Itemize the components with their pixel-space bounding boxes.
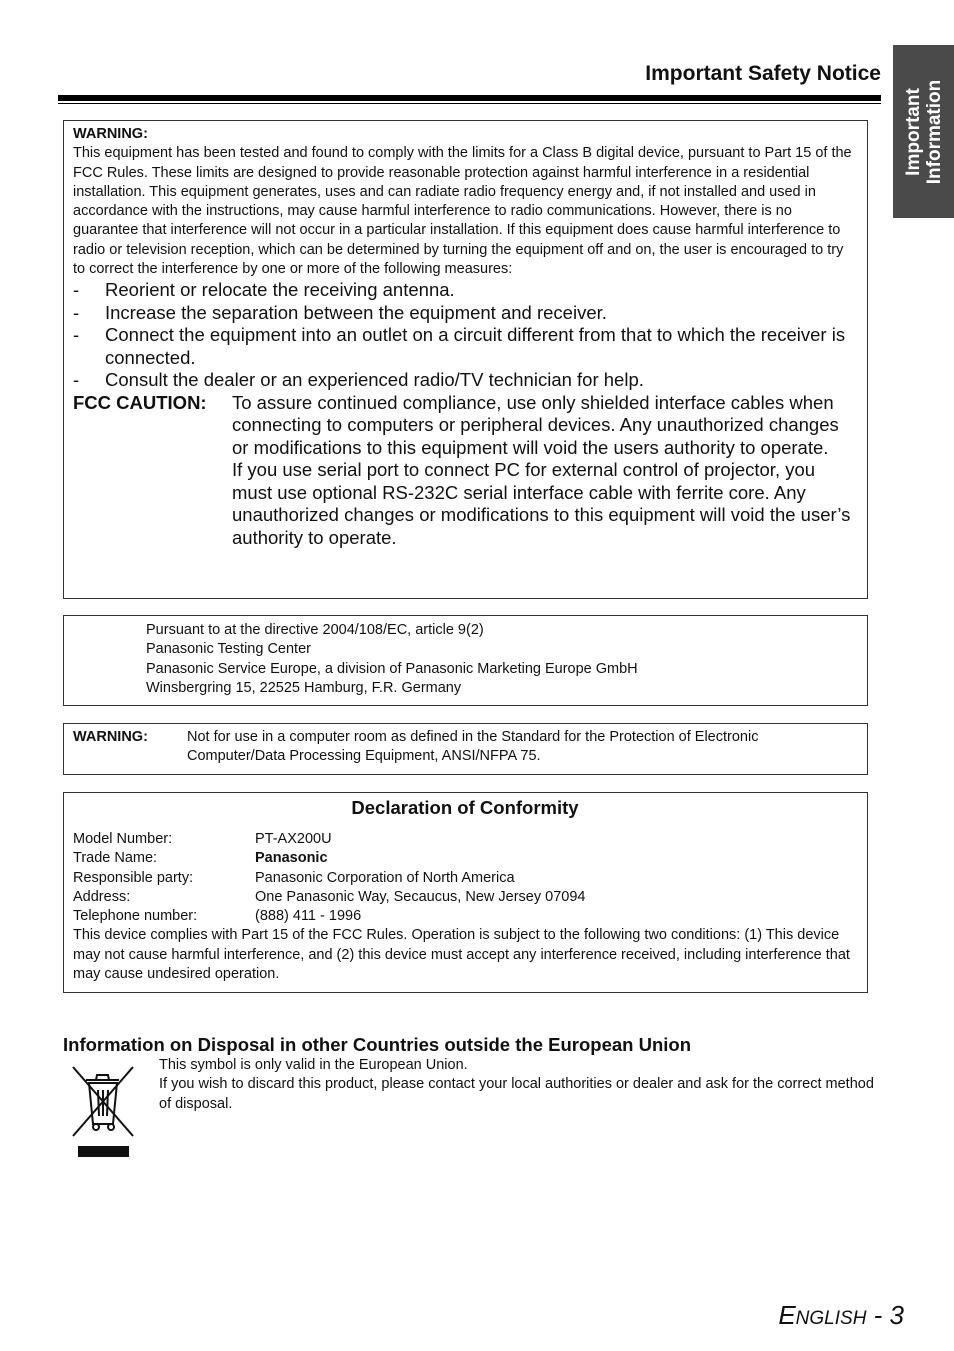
fcc-caution-text-1: To assure continued compliance, use only shielded interface cables when connecting to computers or peripheral devices. Any unauthorized changes or modifications to this equipment will void the users authority to operate.: [232, 391, 839, 458]
fcc-warning-title: WARNING:: [73, 126, 148, 142]
eu-directive-line: Winsbergring 15, 22525 Hamburg, F.R. Germany: [146, 679, 462, 696]
declaration-row-trade-name: Trade Name: Panasonic: [73, 850, 328, 867]
eu-directive-line: Panasonic Testing Center: [146, 641, 311, 658]
footer-language: NGLISH: [795, 1308, 867, 1329]
declaration-row-model: Model Number: PT-AX200U: [73, 831, 332, 847]
fcc-caution: [73, 392, 857, 550]
declaration-row-telephone: Telephone number: (888) 411 - 1996: [73, 908, 362, 925]
fcc-caution-text-2: If you use serial port to connect PC for external control of projector, you must use optional RS-232C serial interface cable with ferrite core. Any unauthorized changes or modifications to this equipment will void the user’s authority to operate.: [232, 459, 851, 548]
fcc-warning-body: This equipment has been tested and found to comply with the limits for a Class B digital device, pursuant to Part 15 of the FCC Rules. These limits are designed to provide reasonable protection against harmful interference in a residential installation. This equipment generates, uses and can radiate radio frequency energy and, if not installed and used in accordance with the instructions, may cause harmful interference to radio communications. However, there is no guarantee that interference will not occur in a particular installation. If this equipment does cause harmful interference to radio or television reception, which can be determined by turning the equipment off and on, the user is encouraged to try to correct the interference by one or more of the following measures:: [73, 145, 852, 278]
eu-directive-line: Pursuant to at the directive 2004/108/EC, article 9(2): [146, 622, 484, 638]
declaration-row-responsible-party: Responsible party: Panasonic Corporation of North America: [73, 869, 515, 886]
list-item: - Consult the dealer or an experienced radio/TV technician for help.: [73, 369, 644, 391]
eu-directive-box: [63, 615, 868, 706]
page-title: Important Safety Notice: [645, 62, 881, 85]
header-rule-thin: [58, 103, 881, 104]
crossed-out-wheelie-bin-icon: [70, 1064, 136, 1160]
measures-list: [73, 279, 857, 549]
bullet-dash: -: [73, 279, 80, 301]
footer-initial: E: [778, 1300, 796, 1330]
computer-room-warning-box: [63, 723, 868, 775]
bullet-dash: -: [73, 324, 80, 346]
disposal-text: [159, 1056, 889, 1114]
declaration-of-conformity-box: [63, 792, 868, 993]
side-section-tab: [893, 45, 954, 218]
bullet-dash: -: [73, 369, 80, 391]
list-item: - Reorient or relocate the receiving antenna.: [73, 279, 455, 301]
declaration-compliance-text: This device complies with Part 15 of the FCC Rules. Operation is subject to the following two conditions: (1) This device may not cause harmful interference, and (2) this device must accept any interference received, including interference that may cause undesired operation.: [73, 927, 850, 983]
list-item: - Connect the equipment into an outlet on a circuit different from that to which the receiver is connected.: [73, 324, 846, 368]
list-item: - Increase the separation between the equipment and receiver.: [73, 301, 607, 323]
disposal-line-1: This symbol is only valid in the European Union.: [159, 1057, 468, 1073]
disposal-line-2: If you wish to discard this product, please contact your local authorities or dealer and ask for the correct method of disposal.: [159, 1076, 874, 1112]
computer-room-warning-label: WARNING:: [73, 729, 148, 745]
disposal-heading: Information on Disposal in other Countries outside the European Union: [63, 1034, 691, 1055]
eu-directive-line: Panasonic Service Europe, a division of Panasonic Marketing Europe GmbH: [146, 660, 638, 677]
fcc-caution-label: FCC CAUTION:: [73, 391, 207, 413]
page-footer: [778, 1300, 904, 1331]
declaration-row-address: Address: One Panasonic Way, Secaucus, New Jersey 07094: [73, 888, 586, 905]
declaration-title: Declaration of Conformity: [351, 797, 579, 818]
header-rule: [58, 95, 881, 101]
fcc-warning-box: [63, 120, 868, 599]
bullet-dash: -: [73, 301, 80, 323]
side-tab-label: Important Information: [902, 79, 945, 184]
computer-room-warning-text: Not for use in a computer room as defined in the Standard for the Protection of Electronic Computer/Data Processing Equipment, ANSI/NFPA 75.: [187, 729, 759, 765]
footer-page-number: - 3: [866, 1300, 904, 1330]
